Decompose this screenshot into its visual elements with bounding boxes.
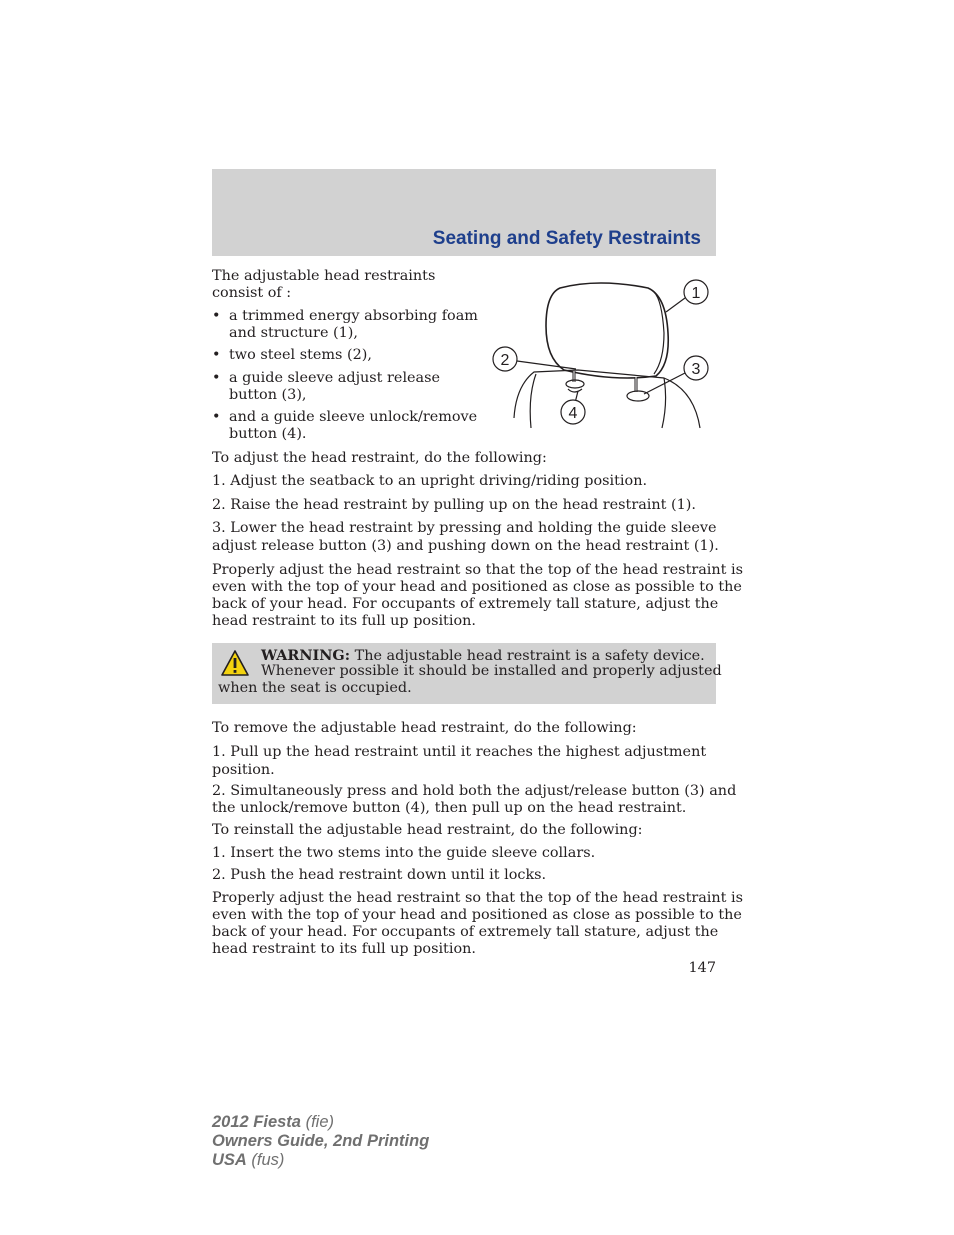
- reinstall-step-2: 2. Push the head restraint down until it locks.: [212, 867, 547, 883]
- section-header-band: [212, 169, 716, 256]
- callout-label-2: 2: [500, 352, 510, 369]
- page-number: 147: [688, 960, 716, 976]
- adjust-intro: To adjust the head restraint, do the following:: [212, 450, 547, 466]
- adjust-step-3: 3. Lower the head restraint by pressing and holding the guide sleeve adjust release button (3) and pushing down on the head restraint (1).: [212, 520, 719, 554]
- footer-line-3: USA (fus): [212, 1151, 285, 1169]
- intro-line-1: The adjustable head restraints: [212, 268, 436, 284]
- warning-box: [212, 643, 722, 704]
- head-restraint-illustration: [486, 278, 716, 430]
- leader-2: [517, 361, 576, 369]
- remove-step-2: 2. Simultaneously press and hold both the adjust/release button (3) and the unlock/remove button (4), then pull up on the head restraint.: [212, 783, 737, 816]
- foam-pad-icon: [546, 283, 668, 378]
- reinstall-step-1: 1. Insert the two stems into the guide sleeve collars.: [212, 845, 596, 861]
- remove-intro: To remove the adjustable head restraint, do the following:: [212, 720, 637, 736]
- seatback-outline: [514, 370, 700, 428]
- callout-label-1: 1: [691, 285, 701, 302]
- leader-1: [666, 298, 685, 312]
- footer-line-2: Owners Guide, 2nd Printing: [212, 1132, 430, 1150]
- list-item: • a trimmed energy absorbing foam and structure (1),: [212, 308, 478, 342]
- warning-line-3: when the seat is occupied.: [218, 680, 412, 696]
- components-list: [212, 308, 478, 443]
- footer-edition: [212, 1113, 429, 1170]
- unlock-button-icon: [568, 389, 582, 392]
- proper-adjust-paragraph-1: Properly adjust the head restraint so that the top of the head restraint is even with the top of your head and positioned as close as possible to the back of your head. For occupants of extremely tall stature, adjust the head restraint to its full up position.: [212, 562, 744, 629]
- seatback-seam: [530, 374, 536, 428]
- warning-line-1: WARNING: The adjustable head restraint is a safety device.: [261, 647, 705, 664]
- intro-paragraph: [212, 268, 472, 302]
- footer-line-1: 2012 Fiesta (fie): [212, 1113, 334, 1131]
- intro-line-2: consist of :: [212, 285, 292, 301]
- adjust-step-1: 1. Adjust the seatback to an upright driving/riding position.: [212, 473, 648, 489]
- callout-label-3: 3: [691, 361, 701, 378]
- remove-step-1: 1. Pull up the head restraint until it reaches the highest adjustment position.: [212, 744, 707, 778]
- list-item: • a guide sleeve adjust release button (3),: [212, 370, 478, 404]
- warning-line-2: Whenever possible it should be installed and properly adjusted: [261, 663, 722, 679]
- section-title: Seating and Safety Restraints: [432, 228, 701, 249]
- reinstall-intro: To reinstall the adjustable head restraint, do the following:: [212, 822, 643, 838]
- warning-label: WARNING:: [261, 647, 351, 664]
- seatback-seam-right: [662, 378, 666, 428]
- proper-adjust-paragraph-2: Properly adjust the head restraint so that the top of the head restraint is even with the top of your head and positioned as close as possible to the back of your head. For occupants of extremely tall stature, adjust the head restraint to its full up position.: [212, 890, 744, 957]
- warning-triangle-icon: [220, 649, 250, 677]
- adjust-step-2: 2. Raise the head restraint by pulling up on the head restraint (1).: [212, 497, 696, 513]
- list-item: • two steel stems (2),: [212, 347, 478, 364]
- list-item: • and a guide sleeve unlock/remove button (4).: [212, 409, 478, 443]
- callout-label-4: 4: [568, 405, 578, 422]
